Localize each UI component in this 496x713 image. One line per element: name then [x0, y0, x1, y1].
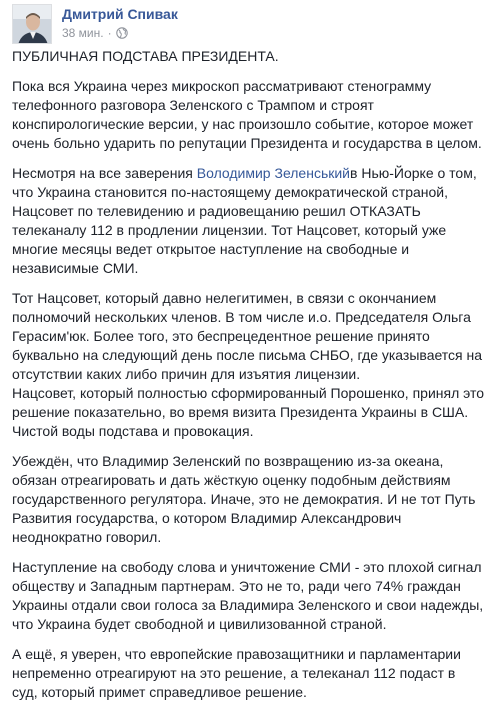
author-name-link[interactable]: Дмитрий Спивак — [62, 6, 178, 22]
post-header — [12, 4, 484, 44]
post-paragraph-6: А ещё, я уверен, что европейские правозащитники и парламентарии непременно отреагируют на это решение, а телеканал 112 подаст в суд, который примет справедливое решение. — [12, 646, 461, 700]
post-paragraph-3 — [12, 289, 484, 441]
post-meta — [62, 26, 128, 40]
post-paragraph-4: Убеждён, что Владимир Зеленский по возвращению из-за океана, обязан отреагировать и дать жёсткую оценку подобным действиям государственного регулятора. Иначе, это не демократия. И не тот Путь Развития государства, о котором Владимир Александрович неоднократно говорил. — [12, 453, 476, 545]
post-timestamp[interactable]: 38 мин. — [62, 26, 104, 40]
post-paragraph-1: Пока вся Украина через микроскоп рассматривают стенограмму телефонного разговора Зеленского с Трампом и строят конспирологические версии, у нас произошло событие, которое может очень больно ударить по репутации Президента и государства в целом. — [12, 78, 482, 151]
p2-text-before: Несмотря на все заверения — [12, 165, 197, 181]
post-title: ПУБЛИЧНАЯ ПОДСТАВА ПРЕЗИДЕНТА. — [12, 48, 279, 64]
mention-link[interactable]: Володимир Зеленський — [196, 165, 351, 181]
globe-icon[interactable] — [116, 27, 128, 39]
post-body — [12, 47, 484, 713]
p3b-text: Нацсовет, который полностью сформированный Порошенко, принял это решение показательно, во время визита Президента Украины в США. Чистой воды подстава и провокация. — [12, 385, 485, 439]
p2-text-after: в Нью-Йорке о том, что Украина становится по-настоящему демократической страной, Нацсовет по телевидению и радиовещанию решил ОТКАЗАТЬ телеканалу 112 в продлении лицензии. Тот Нацсовет, который уже многие месяцы ведет открытое наступление на свободные и независимые СМИ. — [12, 165, 477, 276]
meta-separator: · — [107, 26, 112, 40]
avatar-photo-icon — [13, 5, 52, 44]
p3-text: Тот Нацсовет, который давно нелегитимен, в связи с окончанием полномочий нескольких членов. В том числе и.о. Председателя Ольга Герасим'юк. Более того, это беспрецедентное решение принято буквально на следующий день после письма СНБО, где указывается на отсутствии каких либо причин для изъятия лицензии. — [12, 290, 483, 382]
author-avatar[interactable] — [12, 4, 52, 44]
post-paragraph-5: Наступление на свободу слова и уничтожение СМИ - это плохой сигнал обществу и Западным партнерам. Это не то, ради чего 74% граждан Украины отдали свои голоса за Владимира Зеленского и свои надежды, что Украина будет свободной и цивилизованной страной. — [12, 559, 484, 632]
post-paragraph-2 — [12, 164, 484, 278]
